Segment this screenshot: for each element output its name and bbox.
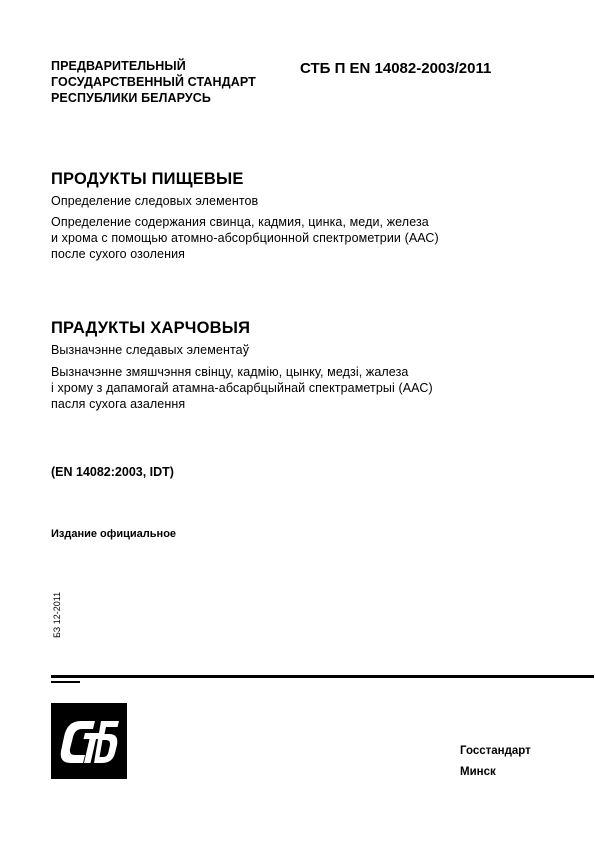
russian-description-line: и хрома с помощью атомно-абсорбционной спектрометрии (ААС): [51, 231, 439, 245]
russian-description: [51, 214, 439, 262]
russian-description-line: Определение содержания свинца, кадмия, цинка, меди, железа: [51, 215, 429, 229]
vertical-code: [38, 591, 78, 640]
belarusian-title: ПРАДУКТЫ ХАРЧОВЫЯ: [51, 319, 251, 337]
belarusian-description: [51, 364, 433, 412]
standard-status-block: [51, 58, 256, 106]
status-line-3: РЕСПУБЛИКИ БЕЛАРУСЬ: [51, 91, 211, 105]
belarusian-subtitle: Вызначэнне следавых элементаў: [51, 343, 250, 357]
publisher-city: Минск: [460, 766, 496, 778]
divider-stub: [51, 681, 80, 683]
status-line-1: ПРЕДВАРИТЕЛЬНЫЙ: [51, 59, 186, 73]
belarusian-description-line: Вызначэнне змяшчэння свінцу, кадмію, цынку, медзі, жалеза: [51, 365, 409, 379]
divider-line: [51, 675, 594, 678]
international-reference: (EN 14082:2003, IDT): [51, 465, 174, 479]
standard-designation: СТБ П EN 14082-2003/2011: [300, 60, 492, 77]
status-line-2: ГОСУДАРСТВЕННЫЙ СТАНДАРТ: [51, 75, 256, 89]
vertical-code-text: БЗ 12-2011: [52, 591, 62, 638]
stb-logo-icon: [51, 703, 127, 779]
belarusian-description-line: пасля сухога азалення: [51, 397, 186, 411]
russian-description-line: после сухого озоления: [51, 247, 186, 261]
belarusian-description-line: і хрому з дапамогай атамна-абсарбцыйнай спектраметрыі (ААС): [51, 381, 433, 395]
publisher-name: Госстандарт: [460, 745, 531, 757]
russian-title: ПРОДУКТЫ ПИЩЕВЫЕ: [51, 170, 244, 188]
russian-subtitle: Определение следовых элементов: [51, 194, 259, 208]
edition-label: Издание официальное: [51, 528, 177, 540]
